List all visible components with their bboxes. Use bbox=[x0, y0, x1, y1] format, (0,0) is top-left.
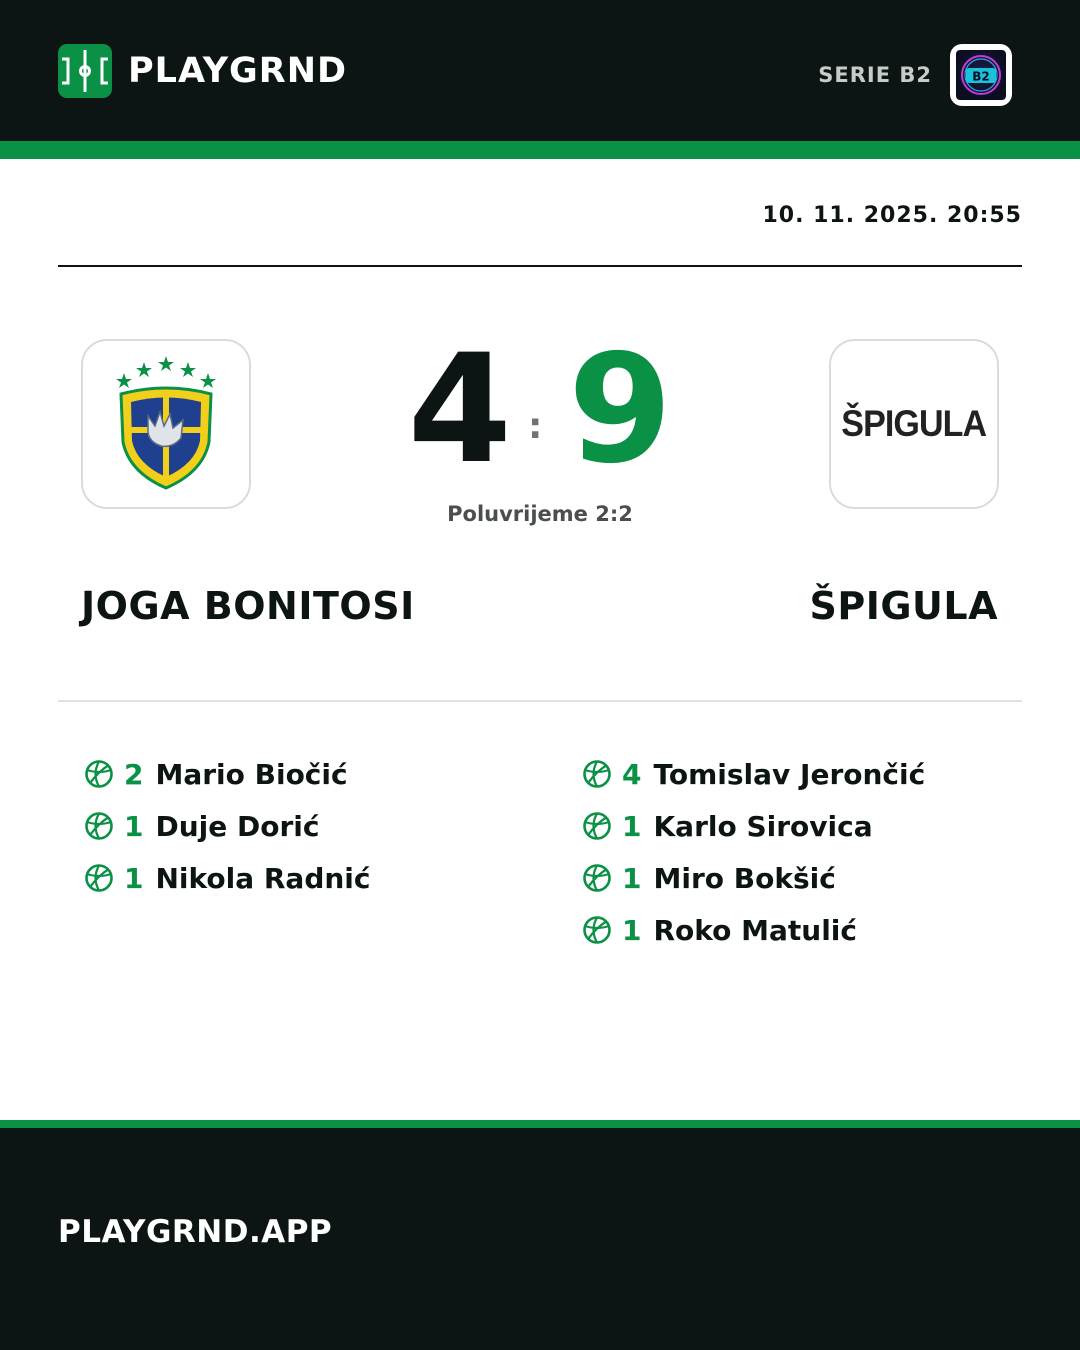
brand bbox=[58, 44, 347, 98]
header-accent-stripe bbox=[0, 141, 1080, 159]
league-info bbox=[818, 44, 1012, 106]
player-name: Roko Matulić bbox=[653, 913, 858, 947]
away-scorers-list bbox=[582, 748, 1022, 956]
brazil-crest-icon bbox=[111, 354, 221, 494]
header-bar bbox=[0, 0, 1080, 141]
goal-count: 1 bbox=[622, 913, 642, 947]
goal-count: 2 bbox=[124, 757, 144, 791]
football-icon bbox=[84, 811, 114, 841]
svg-text:B2: B2 bbox=[972, 69, 990, 84]
scorer-row bbox=[582, 904, 1022, 956]
player-name: Nikola Radnić bbox=[155, 861, 371, 895]
football-icon bbox=[582, 811, 612, 841]
football-icon bbox=[84, 863, 114, 893]
match-datetime: 10. 11. 2025. 20:55 bbox=[762, 203, 1022, 228]
halftime-score: Poluvrijeme 2:2 bbox=[447, 502, 633, 526]
away-team-logo bbox=[829, 339, 999, 509]
football-icon bbox=[582, 915, 612, 945]
home-team-logo bbox=[81, 339, 251, 509]
league-badge-icon bbox=[950, 44, 1012, 106]
away-team-name: ŠPIGULA bbox=[809, 584, 998, 628]
scorer-row bbox=[84, 800, 524, 852]
home-scorers-list bbox=[84, 748, 524, 904]
football-icon bbox=[582, 759, 612, 789]
goal-count: 1 bbox=[622, 861, 642, 895]
goal-count: 1 bbox=[622, 809, 642, 843]
scorer-row bbox=[582, 800, 1022, 852]
divider bbox=[58, 700, 1022, 702]
brand-name: PLAYGRND bbox=[128, 51, 348, 91]
player-name: Mario Biočić bbox=[155, 757, 348, 791]
football-icon bbox=[582, 863, 612, 893]
goal-count: 4 bbox=[622, 757, 642, 791]
home-score: 4 bbox=[407, 323, 512, 497]
scorer-row bbox=[84, 852, 524, 904]
home-team-name: JOGA BONITOSI bbox=[81, 584, 415, 628]
footer-url-link[interactable]: PLAYGRND.APP bbox=[58, 1214, 333, 1250]
spigula-wordmark: ŠPIGULA bbox=[841, 403, 987, 444]
goal-count: 1 bbox=[124, 809, 144, 843]
player-name: Tomislav Jerončić bbox=[653, 757, 926, 791]
away-score: 9 bbox=[568, 323, 673, 497]
scorer-row bbox=[582, 748, 1022, 800]
football-icon bbox=[84, 759, 114, 789]
player-name: Miro Bokšić bbox=[653, 861, 836, 895]
footer-accent-stripe bbox=[0, 1120, 1080, 1128]
scorer-row bbox=[84, 748, 524, 800]
player-name: Karlo Sirovica bbox=[653, 809, 873, 843]
goal-count: 1 bbox=[124, 861, 144, 895]
scorer-row bbox=[582, 852, 1022, 904]
pitch-logo-icon bbox=[58, 44, 112, 98]
player-name: Duje Dorić bbox=[155, 809, 320, 843]
divider bbox=[58, 265, 1022, 267]
score-separator: : bbox=[528, 406, 543, 447]
league-name: SERIE B2 bbox=[818, 63, 932, 87]
scoreboard bbox=[340, 323, 740, 497]
